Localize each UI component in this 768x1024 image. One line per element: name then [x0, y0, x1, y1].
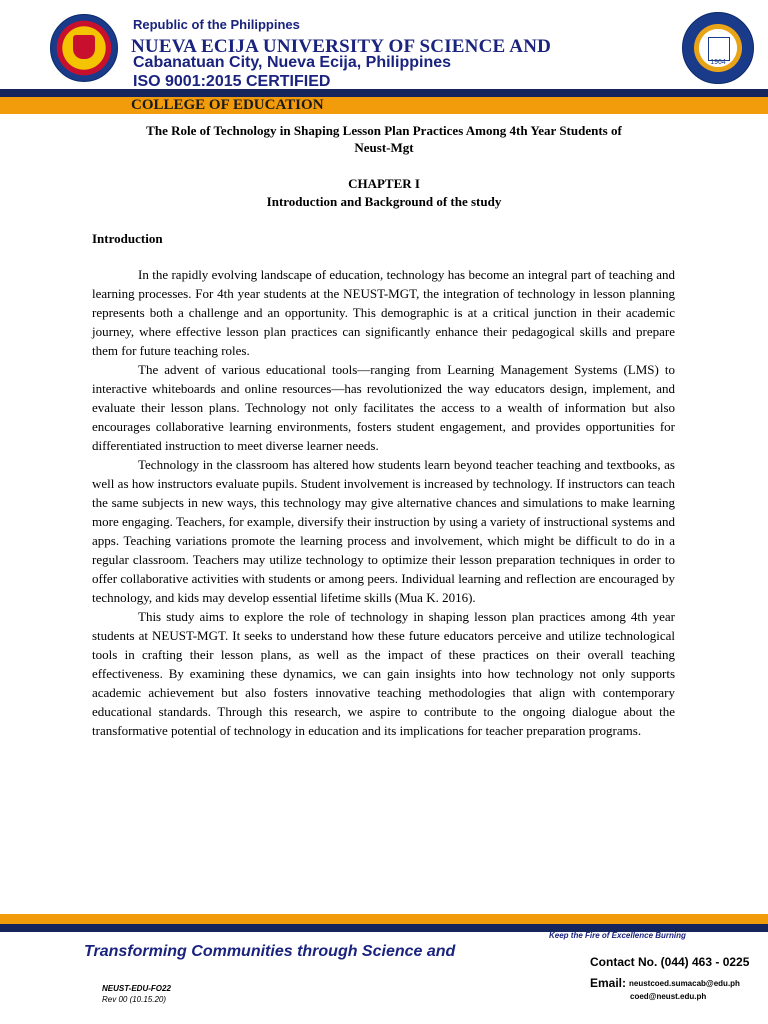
seal-year: 1964 [710, 59, 726, 66]
college-of-education-seal-logo [682, 12, 754, 84]
footer-tagline: Transforming Communities through Science and [84, 943, 456, 960]
form-code: NEUST-EDU-FO22 [102, 984, 171, 993]
university-name: NUEVA ECIJA UNIVERSITY OF SCIENCE AND [131, 36, 552, 57]
email-address-2: coed@neust.edu.ph [630, 992, 707, 1001]
paragraph: Technology in the classroom has altered how students learn beyond teacher teaching and textbooks, as well as how instructors evaluate pupils. Student involvement is increased by technology. If instructors can teach the same subjects in new ways, this technology may give alternative chances and simulations to make learning more engaging. Teachers, for example, diversify their instruction by using a variety of instructional systems and apps. Teaching variations promote the learning process and involvement, which might be difficult to do in a regular classroom. Teachers may utilize technology to optimize their lesson preparation techniques in order to offer collaborative activities with students or among peers. Individual learning and reflection are encouraged by technology, and kids may develop essential lifetime skills (Mua K. 2016). [92, 457, 675, 605]
footer-motto: Keep the Fire of Excellence Burning [549, 931, 686, 940]
email-label: Email: [590, 976, 627, 990]
header-orange-bar [0, 97, 768, 114]
email-address-1: neustcoed.sumacab@edu.ph [629, 979, 740, 988]
university-seal-logo [50, 14, 118, 82]
paragraph: The advent of various educational tools—ranging from Learning Management Systems (LMS) to interactive whiteboards and online resources—has revolutionized the way educators design, implement, and evaluate their lesson plans. Technology not only facilitates the access to a wealth of information but also encourages collaborative learning environments, fosters student engagement, and provides opportunities for differentiated instruction to meet diverse learner needs. [92, 362, 675, 453]
republic-label: Republic of the Philippines [133, 17, 300, 32]
chapter-subtitle: Introduction and Background of the study [266, 194, 502, 209]
college-name: COLLEGE OF EDUCATION [131, 97, 324, 113]
paragraph: This study aims to explore the role of technology in shaping lesson plan practices among 4th year students at NEUST-MGT. It seeks to understand how these future educators perceive and utilize technological tools in crafting their lesson plans, as well as the impact of these practices on their overall teaching effectiveness. By examining these dynamics, we can gain insights into how technology not only supports academic achievement but also fosters innovative teaching methodologies that align with contemporary educational standards. Through this research, we aspire to contribute to the ongoing dialogue about the transformative potential of technology in education and its implications for teacher preparation programs. [92, 609, 675, 738]
form-revision: Rev 00 (10.15.20) [102, 995, 167, 1004]
chapter-heading: CHAPTER I [348, 176, 420, 191]
iso-certification: ISO 9001:2015 CERTIFIED [133, 73, 331, 89]
document-title-line2: Neust-Mgt [354, 140, 414, 155]
contact-number: Contact No. (044) 463 - 0225 [590, 955, 750, 969]
body-text [92, 265, 675, 740]
footer-orange-bar [0, 914, 768, 924]
section-heading: Introduction [92, 231, 163, 246]
university-location: Cabanatuan City, Nueva Ecija, Philippines [133, 54, 452, 71]
paragraph: In the rapidly evolving landscape of education, technology has become an integral part of teaching and learning processes. For 4th year students at the NEUST-MGT, the integration of technology in lesson planning represents both a challenge and an opportunity. This demographic is at a critical junction in their academic journey, where effective lesson plan practices can significantly enhance their pedagogical skills and prepare them for future teaching roles. [92, 267, 675, 358]
header-navy-bar [0, 89, 768, 97]
document-title-line1: The Role of Technology in Shaping Lesson Plan Practices Among 4th Year Students of [146, 123, 622, 138]
